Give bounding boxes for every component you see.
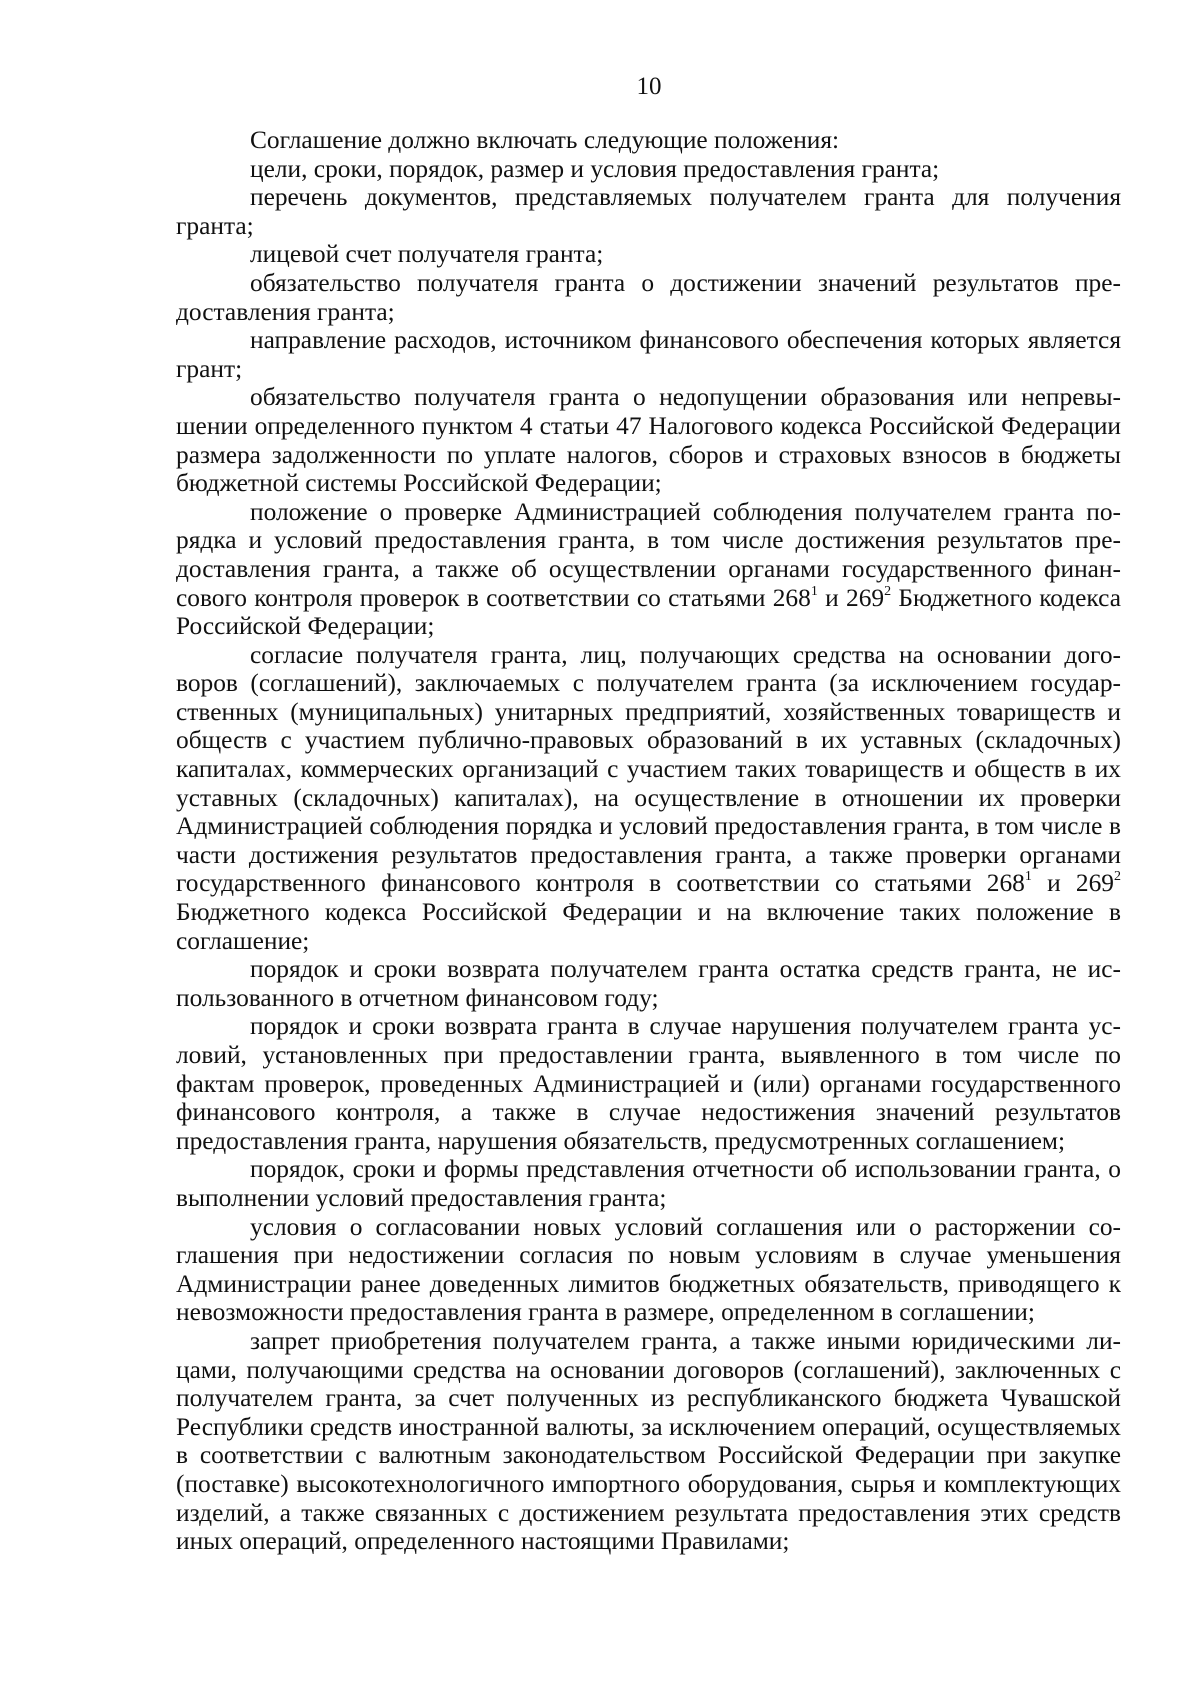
- paragraph-currency-ban: запрет приобретения получателем гранта, а также иными юридическими лицами, получающими средства на основании договоров (соглашений), заключенных с получателем гранта, за счет полученных из республиканского бюджета Чувашской Республики средств иностранной валюты, за исключением операций, осуществляемых в соответствии с валютным законодательством Российской Федерации при закупке (поставке) высокотехнологичного импортного оборудования, сырья и комплектующих изделий, а также связанных с достижением результата предоставления этих средств иных операций, определенного настоящими Правилами;: [176, 1326, 1121, 1556]
- paragraph-audit-text-3: Бюджетного кодекса Российской Федерации;: [176, 583, 1121, 641]
- paragraph-violation-return: порядок и сроки возврата гранта в случае нарушения получателем гранта условий, установленных при предоставлении гранта, выявленного в том числе по фактам проверок, проведенных Администрацией и (или) органами государственного финансового контроля, а также в случае недостижения значений результатов предоставления гранта, нарушения обязательств, предусмотренных соглашением;: [176, 1012, 1121, 1155]
- paragraph-consent: [176, 641, 1121, 956]
- paragraph-documents: перечень документов, представляемых получателем гранта для получения гранта;: [176, 183, 1121, 240]
- paragraph-account: лицевой счет получателя гранта;: [250, 240, 604, 269]
- paragraph-goals: цели, сроки, порядок, размер и условия предоставления гранта;: [250, 154, 940, 183]
- paragraph-audit-text-2: и 269: [817, 583, 885, 612]
- paragraph-audit: [176, 498, 1121, 641]
- paragraph-intro: Соглашение должно включать следующие положения:: [250, 126, 840, 154]
- paragraph-remainder-return: порядок и сроки возврата получателем гранта остатка средств гранта, не использованного в отчетном финансовом году;: [176, 955, 1121, 1012]
- page-number: 10: [636, 73, 662, 100]
- superscript-1: 1: [810, 583, 818, 599]
- superscript-2: 2: [1114, 869, 1121, 885]
- paragraph-audit-text-1: положение о проверке Администрацией соблюдения получателем гранта порядка и условий предоставления гранта, в том числе достижения результатов предоставления гранта, а также об осуществлении органами государственного финансового контроля проверок в соответствии со статьями 268: [176, 497, 1121, 612]
- paragraph-debt: обязательство получателя гранта о недопущении образования или непревышении определенного пунктом 4 статьи 47 Налогового кодекса Российской Федерации размера задолженности по уплате налогов, сборов и страховых взносов в бюджеты бюджетной системы Российской Федерации;: [176, 383, 1121, 498]
- paragraph-consent-text-1: согласие получателя гранта, лиц, получающих средства на основании договоров (соглашений), заключаемых с получателем гранта (за исключением государственных (муниципальных) унитарных предприятий, хозяйственных товариществ и обществ с участием публично-правовых образований в их уставных (складочных) капиталах, коммерческих организаций с участием таких товариществ и обществ в их уставных (складочных) капиталах), на осуществление в отношении их проверки Администрацией соблюдения порядка и условий предоставления гранта, в том числе в части достижения результатов предоставления гранта, а также проверки органами государственного финансового контроля в соответствии со статьями 268: [176, 640, 1121, 898]
- document-body: [176, 126, 1121, 1556]
- paragraph-new-conditions: условия о согласовании новых условий соглашения или о расторжении соглашения при недостижении согласия по новым условиям в случае уменьшения Администрации ранее доведенных лимитов бюджетных обязательств, приводящего к невозможности предоставления гранта в размере, определенном в соглашении;: [176, 1212, 1121, 1327]
- paragraph-expenses: направление расходов, источником финансового обеспечения которых является грант;: [176, 326, 1121, 383]
- paragraph-reporting: порядок, сроки и формы представления отчетности об использовании гранта, о выполнении условий предоставления гранта;: [176, 1155, 1121, 1212]
- superscript-1: 1: [1024, 869, 1032, 885]
- paragraph-consent-text-2: и 269: [1031, 869, 1114, 898]
- paragraph-results-obligation: обязательство получателя гранта о достижении значений результатов предоставления гранта;: [176, 268, 1121, 326]
- paragraph-consent-text-3: Бюджетного кодекса Российской Федерации и на включение таких положение в соглашение;: [176, 898, 1121, 955]
- superscript-2: 2: [884, 583, 892, 599]
